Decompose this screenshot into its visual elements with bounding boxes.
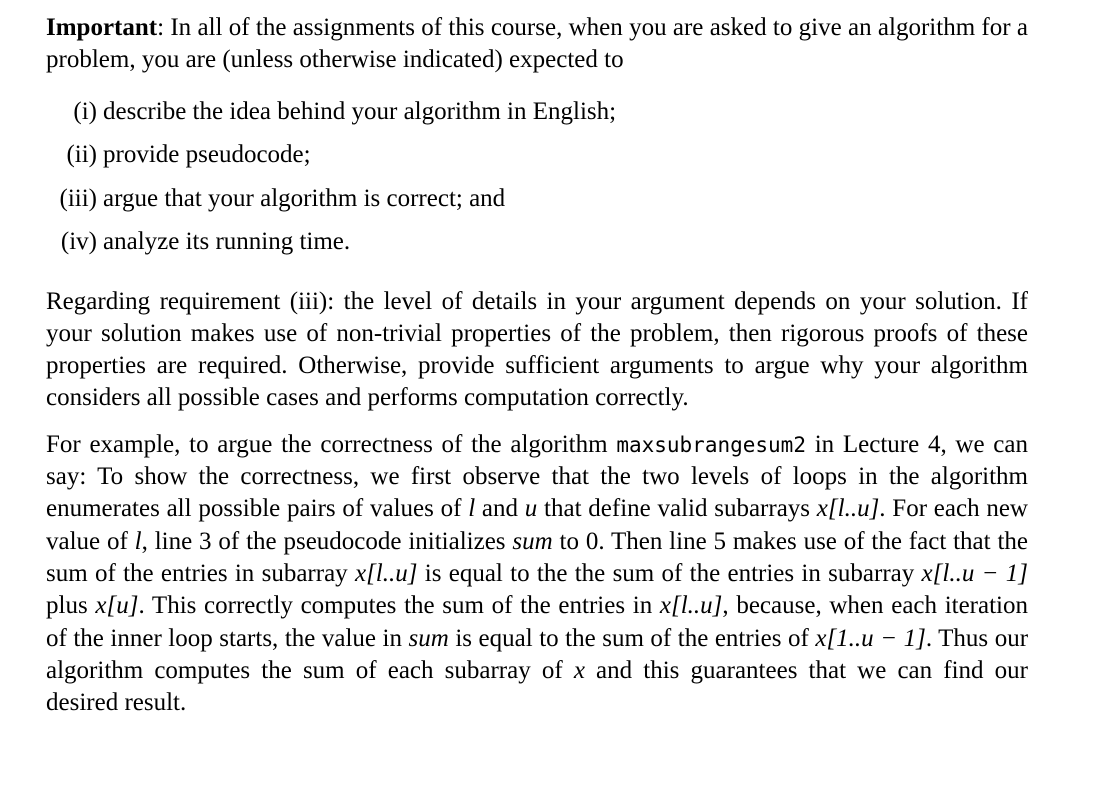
regarding-paragraph: Regarding requirement (iii): the level of details in your argument depends on your solution. If your solution makes use of non-trivial properties of the problem, then rigorous proofs of these properties are required. Otherwise, provide sufficient arguments to argue why your algorithm considers all possible cases and performs computation correctly. (46, 287, 1028, 412)
example-text: . Thus our algorithm computes the sum of each subarray of (46, 624, 1029, 684)
math-prefix-subarray: x[1..u − 1] (815, 624, 926, 652)
important-label: Important (46, 14, 158, 41)
requirement-number: (iii) (59, 184, 97, 212)
document-page (46, 12, 1028, 719)
example-text: that define valid subarrays (537, 495, 817, 523)
math-l: l (468, 495, 476, 523)
math-u: u (524, 495, 538, 523)
math-subarray-minus-one: x[l..u − 1] (921, 559, 1029, 587)
example-text: plus (46, 592, 96, 620)
example-text: For example, to argue the correctness of the algorithm (46, 430, 617, 458)
math-subarray: x[l..u] (354, 559, 418, 587)
math-subarray: x[l..u] (659, 592, 723, 620)
intro-text: : In all of the assignments of this course, when you are asked to give an algorithm for a problem, you are (unless otherwise indicated) expected to (46, 14, 1028, 74)
example-text: in Lecture 4, we can say: To show the correctness, we first observe that the two levels of loops in the algorithm enumerates all possible pairs of values of (46, 430, 1028, 523)
requirement-text: describe the idea behind your algorithm in English; (103, 97, 617, 125)
example-text: . This correctly computes the sum of the entries in (138, 592, 660, 620)
requirement-item (46, 220, 1028, 264)
requirement-number: (i) (73, 97, 97, 125)
requirement-item (46, 177, 1028, 221)
example-text: , because, when each iteration of the inner loop starts, the value in (46, 592, 1028, 652)
requirement-text: argue that your algorithm is correct; and (103, 184, 506, 212)
example-text: . For each new value of (46, 495, 1028, 555)
example-text: and (475, 495, 525, 523)
example-text: and this guarantees that we can find our desired result. (46, 656, 1029, 717)
requirement-number: (ii) (66, 141, 97, 169)
requirement-text: analyze its running time. (103, 228, 351, 256)
requirement-text: provide pseudocode; (103, 141, 311, 169)
requirement-item (46, 133, 1028, 177)
math-x: x (573, 656, 585, 684)
math-sum: sum (408, 624, 449, 652)
example-paragraph (46, 429, 1028, 720)
example-text: , line 3 of the pseudocode initializes (141, 527, 513, 555)
example-text: is equal to the sum of the entries of (448, 624, 816, 652)
algorithm-name-code: maxsubrangesum2 (616, 432, 806, 457)
math-subarray: x[l..u] (816, 495, 880, 523)
requirements-list (46, 90, 1028, 264)
math-l: l (134, 527, 142, 555)
requirement-number: (iv) (60, 228, 97, 256)
intro-paragraph (46, 12, 1028, 77)
requirement-item (46, 90, 1028, 134)
example-text: is equal to the the sum of the entries in subarray (417, 559, 922, 587)
example-text: to 0. Then line 5 makes use of the fact that the sum of the entries in subarray (46, 527, 1028, 587)
math-x-u: x[u] (95, 592, 139, 620)
math-sum: sum (512, 527, 553, 555)
